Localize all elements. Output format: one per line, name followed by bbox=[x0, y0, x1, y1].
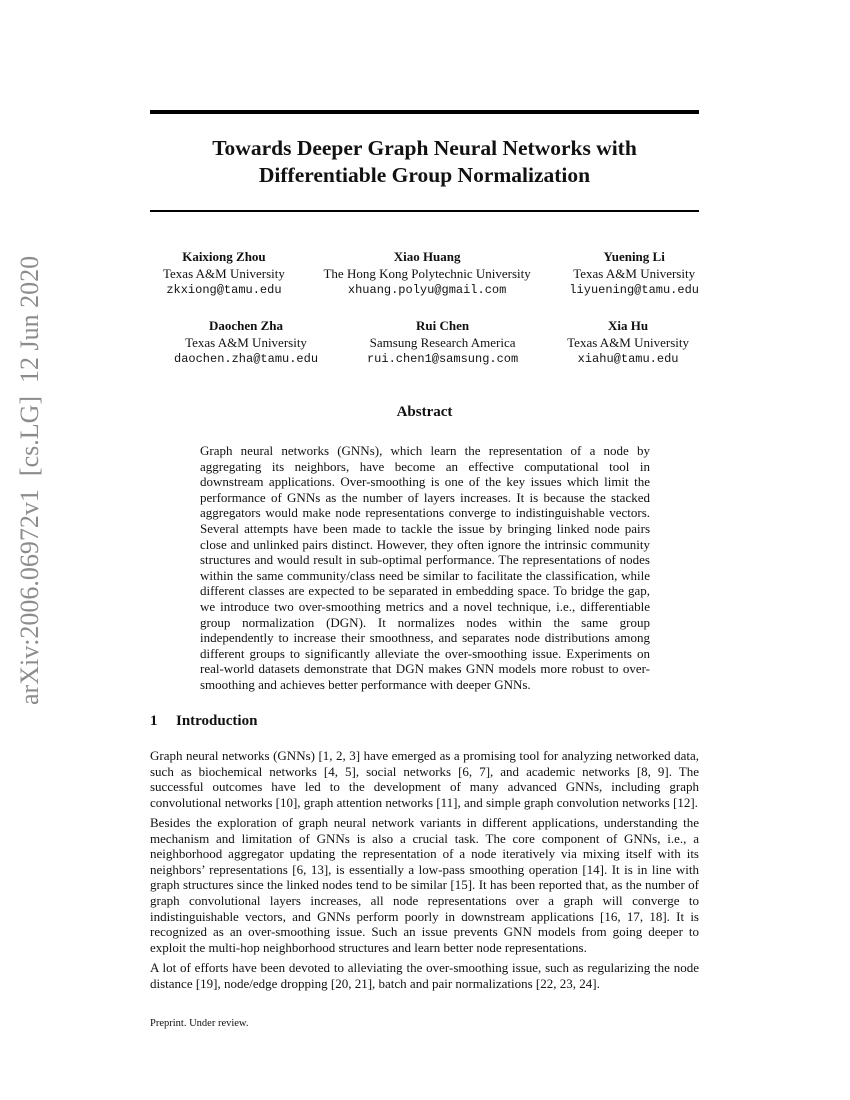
author-name: Rui Chen bbox=[416, 318, 470, 333]
author-name: Xia Hu bbox=[608, 318, 649, 333]
intro-paragraph-3: A lot of efforts have been devoted to alleviating the over-smoothing issue, such as regularizing the node distance [19], node/edge dropping [20, 21], batch and pair normalizations [22, 23, 24]. bbox=[150, 960, 699, 991]
intro-paragraph-1: Graph neural networks (GNNs) [1, 2, 3] have emerged as a promising tool for analyzing networked data, such as biochemical networks [4, 5], social networks [6, 7], and academic networks [8, 9]. The successful outcomes have led to the development of many advanced GNNs, including graph convolutional networks [10], graph attention networks [11], and simple graph convolution networks [12]. bbox=[150, 748, 699, 810]
title-line-1: Towards Deeper Graph Neural Networks with bbox=[212, 136, 637, 160]
author-affiliation: Texas A&M University bbox=[163, 265, 285, 281]
author-name: Xiao Huang bbox=[393, 249, 461, 264]
title-top-rule bbox=[150, 110, 699, 114]
preprint-footer: Preprint. Under review. bbox=[150, 1018, 249, 1029]
paper-title bbox=[150, 135, 699, 189]
author-affiliation: Texas A&M University bbox=[185, 334, 307, 350]
author-affiliation: Texas A&M University bbox=[567, 334, 689, 350]
author-name: Daochen Zha bbox=[208, 318, 284, 333]
author-row-1 bbox=[150, 249, 699, 299]
section-title: Introduction bbox=[176, 713, 258, 729]
author-affiliation: Texas A&M University bbox=[573, 265, 696, 281]
author-name: Kaixiong Zhou bbox=[182, 249, 266, 264]
author-row-2 bbox=[150, 318, 689, 368]
author-email: liyuening@tamu.edu bbox=[569, 283, 699, 297]
author-affiliation: The Hong Kong Polytechnic University bbox=[323, 265, 531, 281]
author-name: Yuening Li bbox=[603, 249, 665, 264]
section-heading bbox=[150, 713, 257, 730]
author-email: xhuang.polyu@gmail.com bbox=[347, 283, 507, 297]
title-line-2: Differentiable Group Normalization bbox=[258, 163, 591, 187]
author-email: daochen.zha@tamu.edu bbox=[174, 352, 319, 366]
author-block bbox=[567, 318, 689, 368]
author-block bbox=[367, 318, 518, 368]
author-block bbox=[174, 318, 318, 368]
author-affiliation: Samsung Research America bbox=[369, 334, 516, 350]
author-block bbox=[569, 249, 699, 299]
title-bottom-rule bbox=[150, 210, 699, 212]
abstract-heading: Abstract bbox=[396, 404, 453, 420]
author-email: rui.chen1@samsung.com bbox=[366, 352, 519, 366]
section-number: 1 bbox=[150, 713, 158, 729]
author-email: zkxiong@tamu.edu bbox=[166, 283, 282, 297]
author-block bbox=[163, 249, 285, 299]
intro-paragraph-2: Besides the exploration of graph neural network variants in different applications, understanding the mechanism and limitation of GNNs is also a crucial task. The core component of GNNs, i.e., a neighborhood aggregator updating the representation of a node iteratively via mixing itself with its neighbors’ representations [6, 13], is essentially a low-pass smoothing operation [14]. It is in line with graph structures since the linked nodes tend to be similar [15]. It has been reported that, as the number of graph convolutional layers increases, all node representations over a graph will converge to indistinguishable vectors, and GNNs perform poorly in downstream applications [16, 17, 18]. It is recognized as an over-smoothing issue. Such an issue prevents GNN models from going deeper to exploit the multi-hop neighborhood structures and learn better node representations. bbox=[150, 815, 699, 955]
author-email: xiahu@tamu.edu bbox=[577, 352, 679, 366]
author-block bbox=[323, 249, 530, 299]
abstract-body: Graph neural networks (GNNs), which learn the representation of a node by aggregating its neighbors, have become an effective computational tool in downstream applications. Over-smoothing is one of the key issues which limit the performance of GNNs as the number of layers increases. It is because the stacked aggregators would make node representations converge to indistinguishable vectors. Several attempts have been made to tackle the issue by bringing linked node pairs close and unlinked pairs distinct. However, they often ignore the intrinsic community structures and would result in sub-optimal performance. The representations of nodes within the same community/class need be similar to facilitate the classification, while different classes are expected to be separated in embedding space. To bridge the gap, we introduce two over-smoothing metrics and a novel technique, i.e., differentiable group normalization (DGN). It normalizes nodes within the same group independently to increase their smoothness, and separates node distributions among different groups to significantly alleviate the over-smoothing issue. Experiments on real-world datasets demonstrate that DGN makes GNN models more robust to over-smoothing and achieves better performance with deeper GNNs. bbox=[200, 443, 650, 692]
arxiv-identifier-stamp: arXiv:2006.06972v1 [cs.LG] 12 Jun 2020 bbox=[15, 255, 44, 705]
